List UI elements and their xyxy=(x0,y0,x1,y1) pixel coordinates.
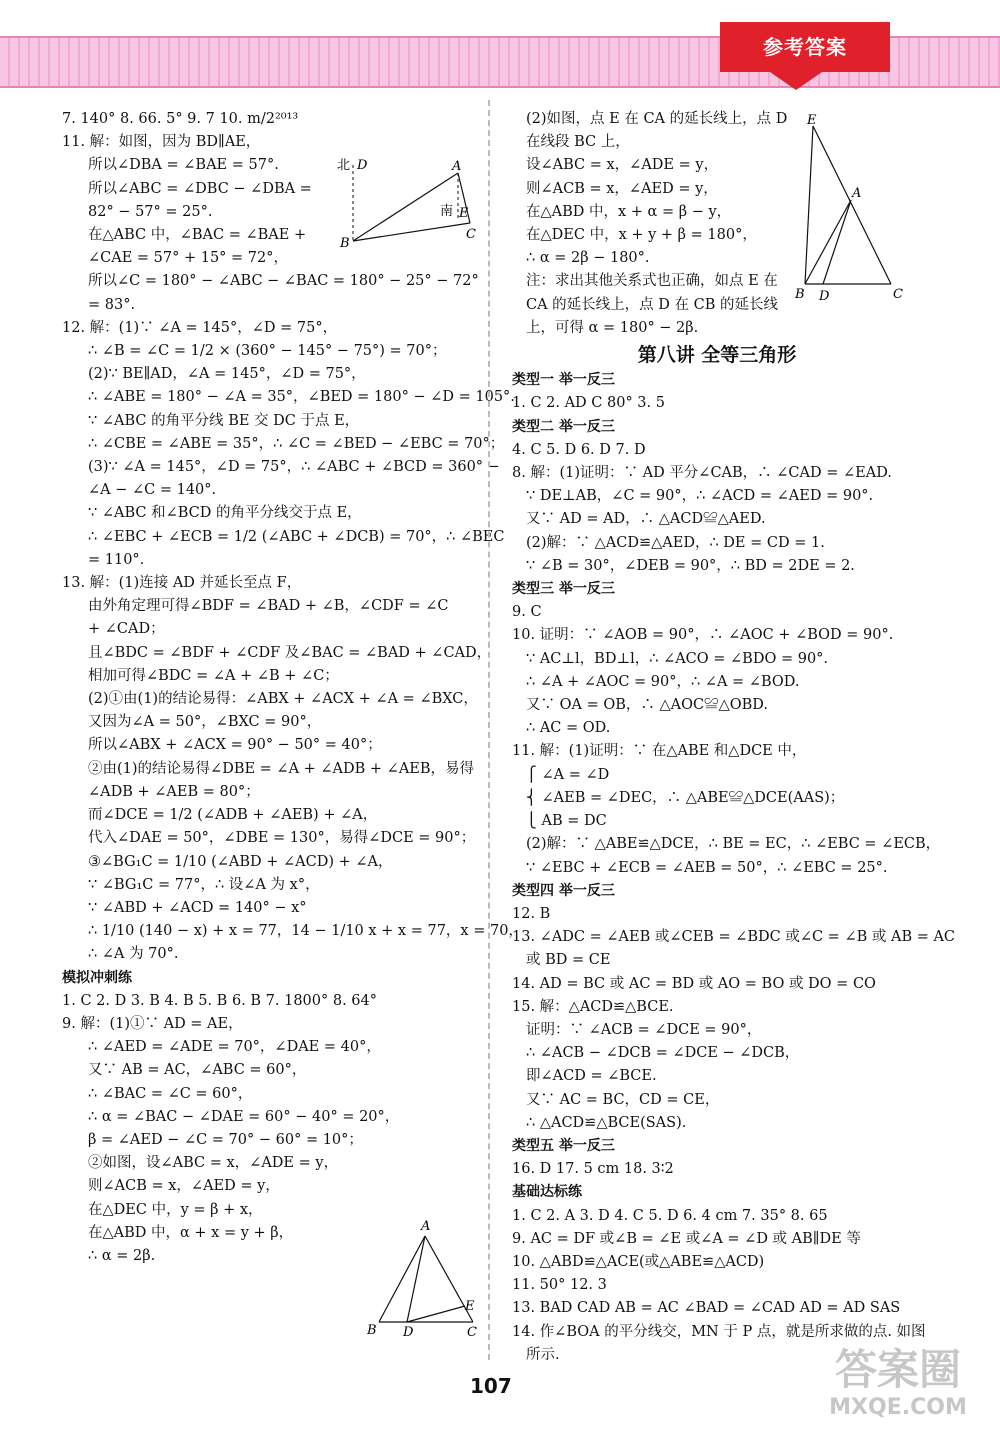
fig2-label-c: C xyxy=(467,1325,477,1338)
right-answer-line: 又∵ AC = BC，CD = CE， xyxy=(526,1091,720,1108)
right-answer-line: ∵ ∠EBC + ∠ECB = ∠AEB = 50°，∴ ∠EBC = 25°. xyxy=(526,859,888,876)
left-answer-line: 9. 解：(1)①∵ AD = AE， xyxy=(62,1015,243,1032)
right-answer-line: ∴ AC = OD. xyxy=(526,720,611,737)
left-answer-line: 则∠ACB = x，∠AED = y， xyxy=(88,1178,280,1195)
left-answer-line: 在△DEC 中，y = β + x， xyxy=(88,1201,263,1218)
right-answer-line: ∵ ∠B = 30°，∠DEB = 90°，∴ BD = 2DE = 2. xyxy=(526,557,855,574)
left-answer-line: ∴ α = 2β. xyxy=(88,1247,156,1264)
right-answer-line: ∴ ∠ACB − ∠DCB = ∠DCE − ∠DCB， xyxy=(526,1045,800,1062)
right-section-heading: 类型四 举一反三 xyxy=(512,882,615,899)
left-answer-line: ∴ 1/10 (140 − x) + x = 77，14 − 1/10 x + x = 77，x = 70， xyxy=(88,923,523,940)
left-answer-line: ∵ ∠ABD + ∠ACD = 140° − x° xyxy=(88,899,307,916)
right-answer-line: 又∵ OA = OB，∴ △AOC≌△OBD. xyxy=(526,697,769,714)
right-answer-line: (2)解：∵ △ABE≌△DCE，∴ BE = EC，∴ ∠EBC = ∠ECB， xyxy=(526,836,941,853)
right-answer-line: 即∠ACD = ∠BCE. xyxy=(526,1068,657,1085)
fig3-label-e: E xyxy=(807,113,817,128)
right-answer-line: 4. C 5. D 6. D 7. D xyxy=(512,441,646,458)
left-answer-line: 7. 140° 8. 66. 5° 9. 7 10. m/2²⁰¹³ xyxy=(62,111,299,127)
page-number: 107 xyxy=(470,1374,512,1398)
right-answer-line: ⎧ ∠A = ∠D xyxy=(526,766,610,783)
left-answer-line: ∴ ∠EBC + ∠ECB = 1/2 (∠ABC + ∠DCB) = 70°，∴ ∠BEC xyxy=(88,528,505,545)
right-answer-line: ∴ △ACD≌△BCE(SAS). xyxy=(526,1114,687,1131)
right-answer-line: ⎩ AB = DC xyxy=(526,813,607,830)
right-answer-line: 13. ∠ADC = ∠AEB 或∠CEB = ∠BDC 或∠C = ∠B 或 AB = AC xyxy=(512,929,956,946)
right-section-heading: 类型一 举一反三 xyxy=(512,372,615,389)
left-answer-line: 代入∠DAE = 50°，∠DBE = 130°，易得∠DCE = 90°； xyxy=(88,830,476,847)
right-answer-line: ⎨ ∠AEB = ∠DEC，∴ △ABE≌△DCE(AAS)； xyxy=(526,789,845,806)
column-divider xyxy=(488,100,490,1360)
right-answer-line: 13. BAD CAD AB = AC ∠BAD = ∠CAD AD = AD SAS xyxy=(512,1300,901,1317)
right-answer-line: 14. AD = BC 或 AC = BD 或 AO = BO 或 DO = CO xyxy=(512,975,876,992)
left-answer-line: 相加可得∠BDC = ∠A + ∠B + ∠C； xyxy=(88,667,339,684)
left-answer-line: ∴ ∠ABE = 180° − ∠A = 35°，∠BED = 180° − ∠D = 105°. xyxy=(88,389,515,406)
fig2-label-b: B xyxy=(367,1323,377,1338)
left-answer-line: 所以∠C = 180° − ∠ABC − ∠BAC = 180° − 25° − 72° xyxy=(88,273,479,290)
left-answer-line: 由外角定理可得∠BDF = ∠BAD + ∠B，∠CDF = ∠C xyxy=(88,598,449,615)
left-answer-line: 12. 解：(1)∵ ∠A = 145°，∠D = 75°， xyxy=(62,319,338,336)
right-answer-line: 9. C xyxy=(512,604,542,621)
left-answer-line: ∵ ∠ABC 的角平分线 BE 交 DC 于点 E， xyxy=(88,412,360,429)
header-tab-pointer xyxy=(770,72,822,90)
left-answer-line: ∴ ∠CBE = ∠ABE = 35°，∴ ∠C = ∠BED − ∠EBC = 70°； xyxy=(88,435,505,452)
left-answer-line: (2)∵ BE∥AD，∠A = 145°，∠D = 75°， xyxy=(88,366,366,383)
right-answer-line: 1. C 2. A 3. D 4. C 5. D 6. 4 cm 7. 35° 8. 65 xyxy=(512,1207,828,1224)
left-answer-line: ∵ ∠ABC 和∠BCD 的角平分线交于点 E， xyxy=(88,505,362,522)
left-answer-line: 在△ABC 中，∠BAC = ∠BAE + xyxy=(88,227,307,244)
header-tab: 参考答案 xyxy=(720,22,890,72)
fig3-label-a: A xyxy=(852,186,862,201)
right-answer-line: ∵ AC⊥l，BD⊥l，∴ ∠ACO = ∠BDO = 90°. xyxy=(526,650,829,667)
left-answer-line: + ∠CAD； xyxy=(88,621,165,638)
watermark xyxy=(808,1345,988,1435)
left-answer-line: ∴ ∠A 为 70°. xyxy=(88,946,179,963)
watermark-text: 答案圈 xyxy=(834,1345,961,1394)
left-answer-line: 又∵ AB = AC，∠ABC = 60°， xyxy=(88,1062,307,1079)
left-section-heading: 模拟冲刺练 xyxy=(62,969,132,986)
right-answer-line: 9. AC = DF 或∠B = ∠E 或∠A = ∠D 或 AB∥DE 等 xyxy=(512,1230,861,1247)
left-answer-line: ②如图，设∠ABC = x，∠ADE = y， xyxy=(88,1155,339,1172)
fig1-south: 南 xyxy=(440,204,454,219)
left-answer-line: ∴ ∠B = ∠C = 1/2 × (360° − 145° − 75°) = 70°； xyxy=(88,343,447,360)
left-answer-line: 又因为∠A = 50°，∠BXC = 90°， xyxy=(88,714,322,731)
right-answer-line: 10. 证明：∵ ∠AOB = 90°，∴ ∠AOC + ∠BOD = 90°. xyxy=(512,627,894,644)
left-answer-line: = 110°. xyxy=(88,551,145,568)
left-answer-line: 13. 解：(1)连接 AD 并延长至点 F， xyxy=(62,575,302,592)
fig1-label-a: A xyxy=(452,159,462,174)
left-answer-line: 所以∠ABC = ∠DBC − ∠DBA = xyxy=(88,180,312,197)
left-answer-line: 且∠BDC = ∠BDF + ∠CDF 及∠BAC = ∠BAD + ∠CAD， xyxy=(88,644,492,661)
right-answer-line: 10. △ABD≌△ACE(或△ABE≌△ACD) xyxy=(512,1253,765,1270)
right-section-heading: 基础达标练 xyxy=(512,1184,582,1201)
left-column xyxy=(62,108,523,1268)
right-answer-line: ∴ α = 2β − 180°. xyxy=(526,250,650,267)
right-answer-line: 所示. xyxy=(526,1346,560,1363)
fig1-label-b: B xyxy=(340,236,350,251)
left-answer-line: (2)①由(1)的结论易得：∠ABX + ∠ACX + ∠A = ∠BXC， xyxy=(88,691,478,708)
right-answer-line: 在△DEC 中，x + y + β = 180°， xyxy=(526,227,757,244)
left-answer-line: ∵ ∠BG₁C = 77°，∴ 设∠A 为 x°， xyxy=(88,876,320,893)
left-answer-line: 1. C 2. D 3. B 4. B 5. B 6. B 7. 1800° 8. 64° xyxy=(62,992,378,1009)
right-answer-line: 16. D 17. 5 cm 18. 3∶2 xyxy=(512,1161,674,1178)
right-answer-line: 证明：∵ ∠ACB = ∠DCE = 90°， xyxy=(526,1021,762,1038)
right-answer-line: 上，可得 α = 180° − 2β. xyxy=(526,319,699,336)
right-answer-line: (2)解：∵ △ACD≌△AED，∴ DE = CD = 1. xyxy=(526,534,825,551)
fig2-label-e: E xyxy=(465,1299,475,1314)
left-answer-line: β = ∠AED − ∠C = 70° − 60° = 10°； xyxy=(88,1131,363,1148)
fig3-label-b: B xyxy=(795,287,805,302)
left-answer-line: 所以∠ABX + ∠ACX = 90° − 50° = 40°； xyxy=(88,737,382,754)
fig1-label-c: C xyxy=(466,227,476,242)
right-answer-line: 在线段 BC 上， xyxy=(526,134,630,151)
left-answer-line: ∠A − ∠C = 140°. xyxy=(88,482,217,499)
fig3-label-c: C xyxy=(893,287,903,302)
right-answer-line: 注：求出其他关系式也正确，如点 E 在 xyxy=(526,273,778,290)
right-answer-line: 则∠ACB = x，∠AED = y， xyxy=(526,180,718,197)
left-answer-line: 而∠DCE = 1/2 (∠ADB + ∠AEB) + ∠A， xyxy=(88,807,378,824)
left-answer-line: ∴ α = ∠BAC − ∠DAE = 60° − 40° = 20°， xyxy=(88,1108,400,1125)
watermark-url: MXQE.COM xyxy=(829,1395,967,1420)
right-answer-line: 11. 50° 12. 3 xyxy=(512,1277,607,1294)
left-answer-line: ③∠BG₁C = 1/10 (∠ABD + ∠ACD) + ∠A， xyxy=(88,853,393,870)
fig2-label-a: A xyxy=(421,1219,431,1234)
fig1-label-d: D xyxy=(357,158,368,173)
left-answer-line: ∠CAE = 57° + 15° = 72°， xyxy=(88,250,289,267)
right-section-heading: 类型三 举一反三 xyxy=(512,581,615,598)
right-answer-line: 又∵ AD = AD，∴ △ACD≌△AED. xyxy=(526,511,766,528)
right-answer-line: 12. B xyxy=(512,905,551,922)
left-answer-line: = 83°. xyxy=(88,296,136,313)
right-answer-line: 8. 解：(1)证明：∵ AD 平分∠CAB，∴ ∠CAD = ∠EAD. xyxy=(512,465,892,482)
right-answer-line: ∵ DE⊥AB，∠C = 90°，∴ ∠ACD = ∠AED = 90°. xyxy=(526,488,874,505)
left-answer-line: ②由(1)的结论易得∠DBE = ∠A + ∠ADB + ∠AEB，易得 xyxy=(88,760,475,777)
right-answer-line: 或 BD = CE xyxy=(526,952,611,969)
left-answer-line: 在△ABD 中，α + x = y + β， xyxy=(88,1224,294,1241)
right-answer-line: 14. 作∠BOA 的平分线交，MN 于 P 点，就是所求做的点. 如图 xyxy=(512,1323,926,1340)
left-answer-line: 所以∠DBA = ∠BAE = 57°. xyxy=(88,157,279,174)
right-answer-line: CA 的延长线上，点 D 在 CB 的延长线 xyxy=(526,296,778,313)
fig1-north: 北 xyxy=(337,158,351,173)
right-answer-line: 11. 解：(1)证明：∵ 在△ABE 和△DCE 中， xyxy=(512,743,807,760)
fig3-label-d: D xyxy=(819,289,830,304)
left-answer-line: 82° − 57° = 25°. xyxy=(88,203,213,220)
bearing-figure xyxy=(335,155,485,255)
left-answer-line: 11. 解：如图，因为 BD∥AE， xyxy=(62,134,261,151)
left-answer-line: ∴ ∠BAC = ∠C = 60°， xyxy=(88,1085,253,1102)
lecture-title: 第八讲 全等三角形 xyxy=(637,344,797,367)
right-answer-line: 设∠ABC = x，∠ADE = y， xyxy=(526,157,719,174)
right-answer-line: (2)如图，点 E 在 CA 的延长线上，点 D xyxy=(526,111,788,127)
left-answer-line: ∴ ∠AED = ∠ADE = 70°，∠DAE = 40°， xyxy=(88,1039,381,1056)
right-section-heading: 类型二 举一反三 xyxy=(512,418,615,435)
right-answer-line: ∴ ∠A + ∠AOC = 90°，∴ ∠A = ∠BOD. xyxy=(526,673,800,690)
triangle-figure-2 xyxy=(795,112,910,312)
fig2-label-d: D xyxy=(403,1325,414,1338)
right-answer-line: 1. C 2. AD C 80° 3. 5 xyxy=(512,395,665,412)
right-answer-line: 在△ABD 中，x + α = β − y， xyxy=(526,203,732,220)
right-section-heading: 类型五 举一反三 xyxy=(512,1137,615,1154)
left-answer-line: ∠ADB + ∠AEB = 80°； xyxy=(88,783,260,800)
triangle-figure-1 xyxy=(365,1218,485,1338)
left-answer-line: (3)∵ ∠A = 145°，∠D = 75°，∴ ∠ABC + ∠BCD = 360° − xyxy=(88,459,500,476)
right-answer-line: 15. 解：△ACD≌△BCE. xyxy=(512,998,674,1015)
fig1-label-e: E xyxy=(459,206,469,221)
